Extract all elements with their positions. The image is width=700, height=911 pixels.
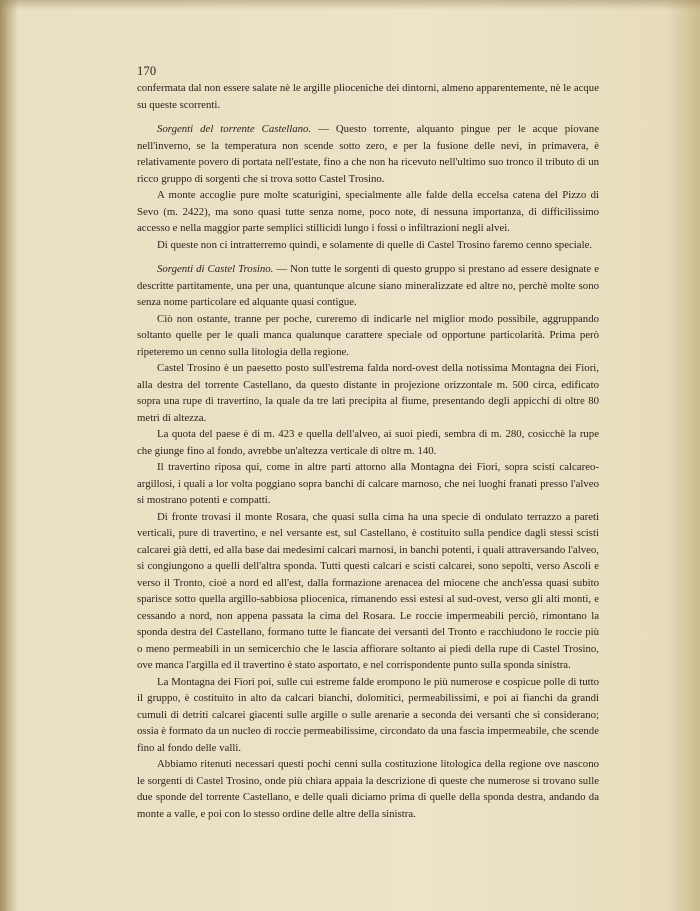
paragraph-text: Castel Trosino è un paesetto posto sull'estrema falda nord-ovest della notissima Montagna dei Fiori, alla destra del torrente Castellano, da questo distante in projezione orizzontale m. 500 circa, edificato sopra una rupe di travertino, la quale da tre lati precipita al fiume, presentando degli appicchi di oltre 80 metri di altezza. <box>137 362 599 424</box>
paragraph <box>137 80 599 113</box>
paragraph-text: La Montagna dei Fiori poi, sulle cui estreme falde erompono le più numerose e cospicue polle di tutto il gruppo, è costituito in alto da calcari bianchi, dolomitici, permeabilissimi, e poi ai fianchi da grandi cumuli di detriti calcarei giacenti sulle argille o sulle arenarie a seconda dei versanti che si considerano; ossia è formato da un nucleo di roccie permeabilissime, circondato da una fascia impermeabile, che scende fino al fondo delle valli. <box>137 675 599 754</box>
paragraph <box>137 187 599 237</box>
paragraph <box>137 426 599 459</box>
paragraph <box>137 237 599 254</box>
body-text <box>137 80 599 822</box>
paragraph-text: — Non tutte le sorgenti di questo gruppo si prestano ad essere designate e descritte partitamente, una per una, quantunque alcune siano mineralizzate ed altre no, perchè molte sono senza nome particolare ed alquante quasi contigue. <box>137 263 599 308</box>
paragraph-text: — Questo torrente, alquanto pingue per le acque piovane nell'inverno, se la temperatura non scende sotto zero, e per la fusione delle nevi, in primavera, è relativamente povero di portata nell'estate, fino a che non ha ricevuto nell'ultimo suo tronco il tributo di un ricco gruppo di sorgenti che si trova sotto Castel Trosino. <box>137 123 599 185</box>
page-number: 170 <box>137 64 157 78</box>
paragraph-text: Di queste non ci intratterremo quindi, e solamente di quelle di Castel Trosino faremo cenno speciale. <box>157 238 593 251</box>
section-heading: Sorgenti del torrente Castellano. <box>157 123 312 135</box>
paragraph-text: confermata dal non essere salate nè le argille plioceniche dei dintorni, almeno apparentemente, nè le acque su queste scorrenti. <box>137 82 599 111</box>
paragraph-text: Abbiamo ritenuti necessari questi pochi cenni sulla costituzione litologica della regione ove nascono le sorgenti di Castel Trosino, onde più chiara appaia la descrizione di queste che numerose si trovano sulle due sponde del torrente Castellano, e delle quali diciamo prima di quelle della sponda destra, andando da monte a valle, e poi con lo stesso ordine delle altre della sinistra. <box>137 758 599 820</box>
paragraph-text: Il travertino riposa qui, come in altre parti attorno alla Montagna dei Fiori, sopra scisti calcareo-argillosi, i quali a lor volta poggiano sopra banchi di calcare marnoso, che nei luoghi franati presso l'alveo si mostrano potenti e compatti. <box>137 461 599 506</box>
paragraph <box>137 121 599 187</box>
paragraph-text: A monte accoglie pure molte scaturigini, specialmente alle falde della eccelsa catena del Pizzo di Sevo (m. 2422), ma sono quasi tutte senza nome, poco note, di nessuna importanza, di difficilissimo accesso e nella maggior parte semplici stillicidi lungo i fossi o infiltrazioni negli alvei. <box>137 189 599 234</box>
paragraph <box>137 261 599 311</box>
paragraph-text: La quota del paese è di m. 423 e quella dell'alveo, ai suoi piedi, sembra di m. 280, cosicchè la rupe che giunge fino al fondo, avrebbe un'altezza verticale di oltre m. 140. <box>137 428 599 457</box>
paragraph <box>137 509 599 674</box>
paragraph <box>137 674 599 757</box>
paragraph <box>137 360 599 426</box>
page-edge-shadow <box>0 0 700 10</box>
section-heading: Sorgenti di Castel Trosino. <box>157 263 274 275</box>
paragraph-text: Di fronte trovasi il monte Rosara, che quasi sulla cima ha una specie di ondulato terrazzo a pareti verticali, pure di travertino, e nel versante est, sul Castellano, è costituito sulla pendice dagli stessi scisti calcarei già detti, ed alla base dai medesimi calcari marnosi, in banchi potenti, i quali attraversando l'alveo, si congiungono a quelli dell'altra sponda. Tutti questi calcari e scisti calcarei, sono sepolti, verso Ascoli e verso il Tronto, cioè a nord ed all'est, dalla formazione arenacea del miocene che anch'essa quasi subito sparisce sotto quella argillo-sabbiosa pliocenica, rimanendo essi estesi al sud-ovest, verso gli alti monti, e cessando a nord, non appena passata la cima del Rosara. Le roccie impermeabili perciò, rimontano la sponda destra del Castellano, formano tutte le fiancate dei versanti del Tronto e racchiudono le roccie più o meno permeabili in un semicerchio che le lascia affiorare soltanto ai piedi della rupe di Castel Trosino, ove manca l'argilla ed il travertino è stato asportato, e nel corrispondente punto sulla sponda sinistra. <box>137 510 599 671</box>
paragraph <box>137 311 599 361</box>
paragraph <box>137 459 599 509</box>
paragraph <box>137 756 599 822</box>
paragraph-text: Ciò non ostante, tranne per poche, cureremo di indicarle nel miglior modo possibile, aggruppando soltanto quelle per le quali manca qualunque carattere speciale od opportune particolarità. Prima però ripeteremo un cenno sulla litologia della regione. <box>137 312 599 358</box>
